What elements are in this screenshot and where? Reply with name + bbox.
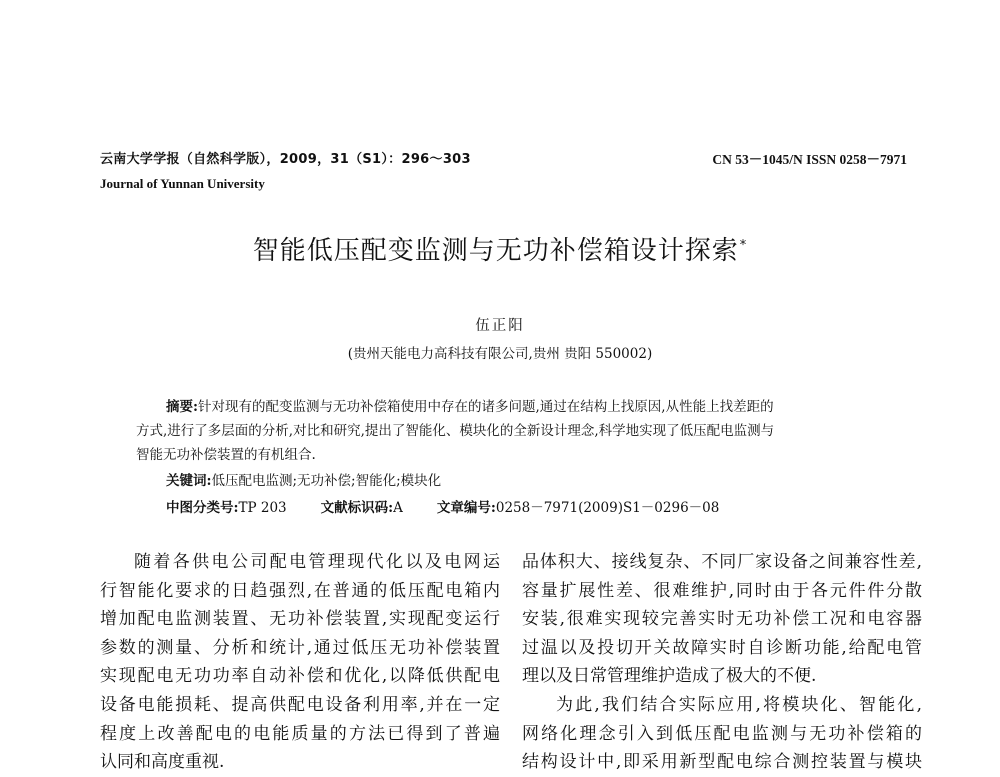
abstract-label: 摘要: [166,399,198,415]
article-title [0,230,1000,267]
title-footnote-mark: * [739,238,748,254]
body-line: 理以及日常管理维护造成了极大的不便. [522,666,817,687]
article-title-text: 智能低压配变监测与无功补偿箱设计探索 [252,236,739,266]
affiliation: (贵州天能电力高科技有限公司,贵州 贵阳 550002) [347,346,653,362]
author: 伍正阳 [475,318,525,334]
body-column-left [100,548,500,777]
body-line: 网络化理念引入到低压配电监测与无功补偿箱的 [522,723,922,744]
body-line: 实现配电无功功率自动补偿和优化,以降低供配电 [100,666,500,687]
article-number-value: 0258－7971(2009)S1－0296－08 [495,500,720,516]
article-number-label: 文章编号: [436,500,496,516]
classification-line [166,496,719,516]
body-line: 随着各供电公司配电管理现代化以及电网运 [134,552,500,572]
keywords-label: 关键词: [166,473,212,489]
body-line: 参数的测量、分析和统计,通过低压无功补偿装置 [100,637,500,658]
journal-name-en: Journal of Yunnan University [100,176,265,191]
doc-code-value: A [393,500,403,516]
body-line: 结构设计中,即采用新型配电综合测控装置与模块 [522,752,922,773]
abstract-line-1 [166,395,774,415]
keywords-text: 低压配电监测;无功补偿;智能化;模块化 [211,473,442,489]
doc-code-label: 文献标识码: [320,500,394,516]
body-line: 行智能化要求的日趋强烈,在普通的低压配电箱内 [100,580,500,601]
abstract-line-3: 智能无功补偿装置的有机组合. [136,447,316,463]
abstract-text-1: 针对现有的配变监测与无功补偿箱使用中存在的诸多问题,通过在结构上找原因,从性能上找差距的 [197,399,774,415]
body-line: 过温以及投切开关故障实时自诊断功能,给配电管 [522,637,922,658]
journal-citation-cn: 云南大学学报（自然科学版），2009，31（S1）：296～303 [100,152,471,167]
body-line: 认同和高度重视. [100,752,225,773]
body-line: 增加配电监测装置、无功补偿装置,实现配变运行 [100,609,500,630]
body-line: 程度上改善配电的电能质量的方法已得到了普遍 [100,723,500,744]
abstract-line-2: 方式,进行了多层面的分析,对比和研究,提出了智能化、模块化的全新设计理念,科学地实现了低压配电监测与 [136,423,775,439]
body-line: 为此,我们结合实际应用,将模块化、智能化, [556,694,922,715]
body-line: 品体积大、接线复杂、不同厂家设备之间兼容性差, [522,552,922,572]
clc-value: TP 203 [238,500,287,516]
keywords [166,469,441,489]
clc-label: 中图分类号: [166,500,239,516]
body-line: 安装,很难实现较完善实时无功补偿工况和电容器 [522,609,922,630]
journal-issn: CN 53－1045/N ISSN 0258－7971 [712,152,907,167]
body-line: 容量扩展性差、很难维护,同时由于各元件件分散 [522,580,922,601]
body-line: 设备电能损耗、提高供配电设备利用率,并在一定 [100,694,500,715]
body-column-right [522,548,922,777]
